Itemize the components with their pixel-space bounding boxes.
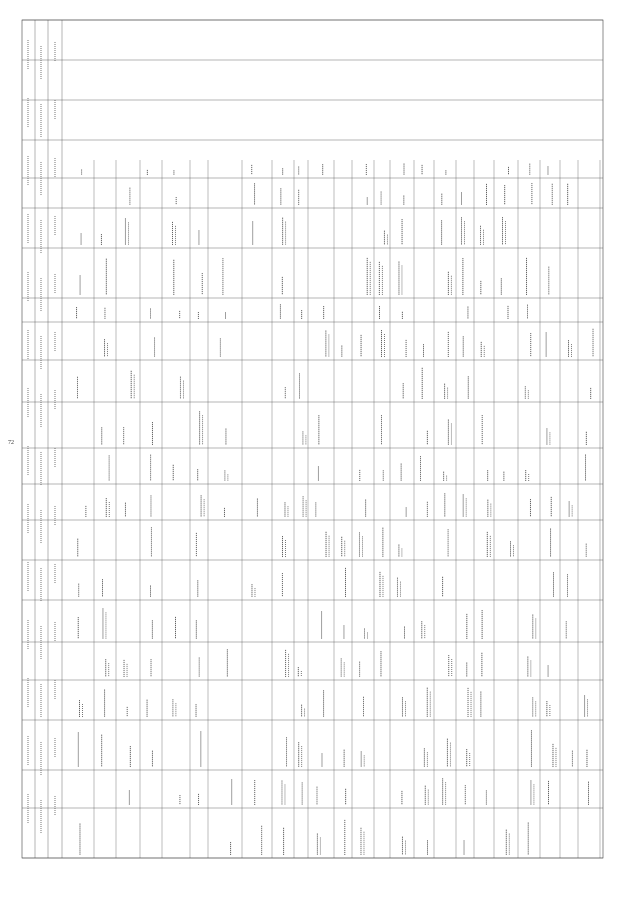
page-number: 72: [8, 440, 14, 446]
table-frame: [22, 20, 603, 858]
